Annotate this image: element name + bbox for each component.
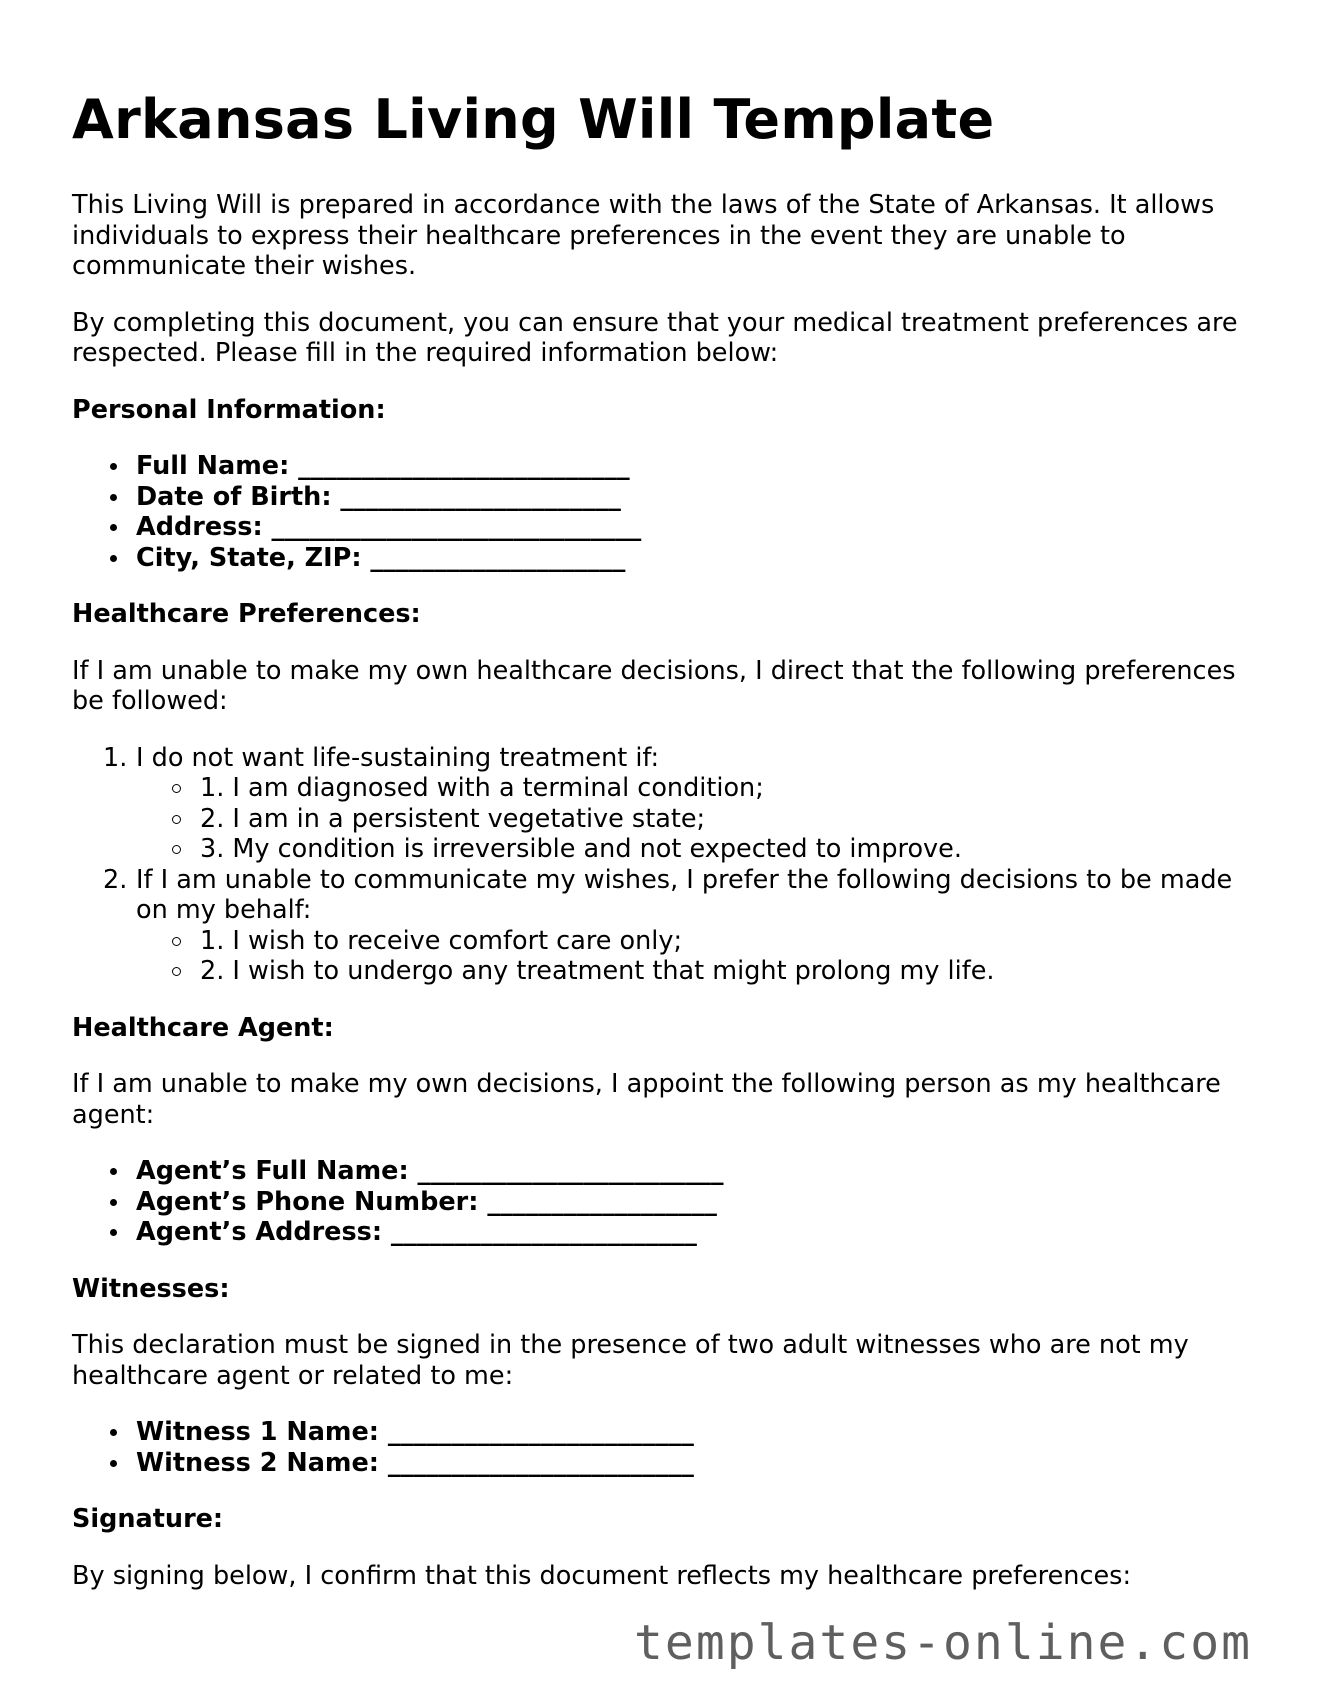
signature-heading: Signature:	[72, 1504, 224, 1534]
list-number: 2.	[103, 864, 128, 895]
preferences-list	[72, 743, 1248, 987]
preference-sublist	[136, 773, 1248, 865]
sub-item: 3. My condition is irreversible and not expected to improve.	[200, 834, 1248, 865]
document-title: Arkansas Living Will Template	[72, 88, 995, 151]
sub-item: 2. I am in a persistent vegetative state;	[200, 804, 1248, 835]
signature-text: By signing below, I confirm that this document reflects my healthcare preferences:	[72, 1560, 1132, 1591]
agent-list	[72, 1156, 1248, 1248]
agent-phone-field[interactable]: Agent’s Phone Number: __________________	[136, 1187, 1248, 1218]
city-state-zip-field[interactable]: City, State, ZIP: ____________________	[136, 543, 1248, 574]
preference-text: If I am unable to communicate my wishes, I prefer the following decisions to be made on my behalf:	[136, 864, 1233, 925]
preference-item	[103, 742, 1248, 865]
preferences-heading: Healthcare Preferences:	[72, 599, 421, 629]
sub-item: 1. I am diagnosed with a terminal condition;	[200, 773, 1248, 804]
witness-1-name-field[interactable]: Witness 1 Name: ________________________	[136, 1417, 1248, 1448]
intro-paragraph-2: By completing this document, you can ensure that your medical treatment preferences are respected. Please fill in the required information below:	[72, 307, 1238, 368]
list-number: 1.	[103, 742, 128, 773]
witness-2-name-field[interactable]: Witness 2 Name: ________________________	[136, 1448, 1248, 1479]
preferences-intro: If I am unable to make my own healthcare decisions, I direct that the following preferences be followed:	[72, 655, 1236, 716]
agent-heading: Healthcare Agent:	[72, 1012, 334, 1043]
intro-paragraph-1: This Living Will is prepared in accordance with the laws of the State of Arkansas. It allows individuals to express their healthcare preferences in the event they are unable to communicate their wishes.	[72, 190, 1215, 281]
preference-text: I do not want life-sustaining treatment if:	[136, 742, 660, 773]
personal-info-list	[72, 451, 1248, 573]
full-name-field[interactable]: Full Name: __________________________	[136, 451, 1248, 482]
personal-info-heading: Personal Information:	[72, 394, 386, 425]
agent-intro: If I am unable to make my own decisions, I appoint the following person as my healthcare agent:	[72, 1069, 1221, 1130]
witnesses-heading: Witnesses:	[72, 1273, 230, 1304]
document-page	[72, 88, 1248, 1617]
sub-item: 2. I wish to undergo any treatment that might prolong my life.	[200, 956, 1248, 987]
agent-address-field[interactable]: Agent’s Address: ________________________	[136, 1217, 1248, 1248]
agent-full-name-field[interactable]: Agent’s Full Name: ________________________	[136, 1156, 1248, 1187]
sub-item: 1. I wish to receive comfort care only;	[200, 926, 1248, 957]
witnesses-list	[72, 1417, 1248, 1478]
date-of-birth-field[interactable]: Date of Birth: ______________________	[136, 482, 1248, 513]
address-field[interactable]: Address: _____________________________	[136, 512, 1248, 543]
preference-sublist	[136, 926, 1248, 987]
witnesses-intro: This declaration must be signed in the presence of two adult witnesses who are not my healthcare agent or related to me:	[72, 1330, 1189, 1391]
preference-item	[103, 864, 1248, 987]
watermark: templates-online.com	[634, 1615, 1252, 1671]
